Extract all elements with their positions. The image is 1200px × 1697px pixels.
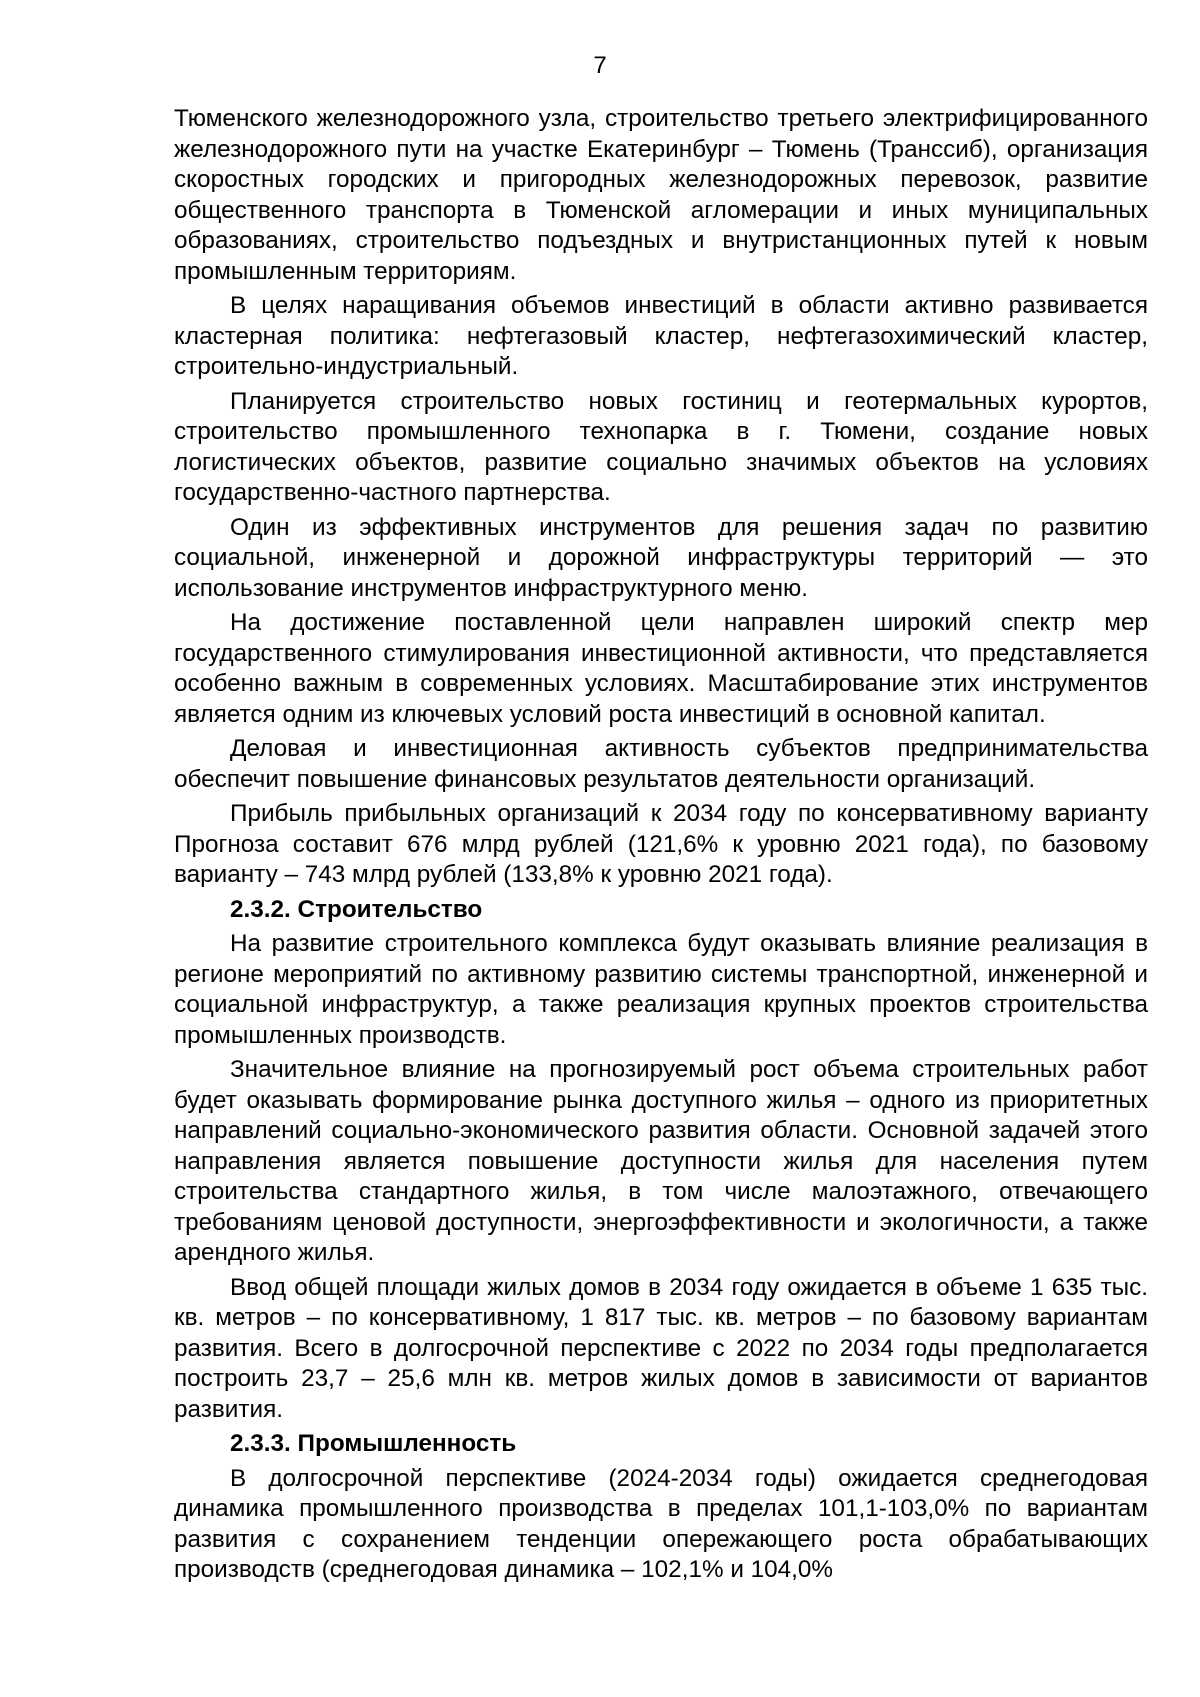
body-paragraph: Ввод общей площади жилых домов в 2034 году ожидается в объеме 1 635 тыс. кв. метров – по консервативному, 1 817 тыс. кв. метров – по базовому вариантам развития. Всего в долгосрочной перспективе с 2022 по 2034 годы предполагается построить 23,7 – 25,6 млн кв. метров жилых домов в зависимости от вариантов развития. — [174, 1273, 1148, 1423]
body-paragraph: В долгосрочной перспективе (2024-2034 годы) ожидается среднегодовая динамика промышленного производства в пределах 101,1-103,0% по вариантам развития с сохранением тенденции опережающего роста обрабатывающих производств (среднегодовая динамика – 102,1% и 104,0% — [174, 1464, 1148, 1583]
page-number: 7 — [593, 52, 607, 79]
body-paragraph: Тюменского железнодорожного узла, строительство третьего электрифицированного железнодорожного пути на участке Екатеринбург – Тюмень (Транссиб), организация скоростных городских и пригородных железнодорожных перевозок, развитие общественного транспорта в Тюменской агломерации и иных муниципальных образованиях, строительство подъездных и внутристанционных путей к новым промышленным территориям. — [174, 105, 1148, 285]
body-paragraph: Планируется строительство новых гостиниц и геотермальных курортов, строительство промышленного технопарка в г. Тюмени, создание новых логистических объектов, развитие социально значимых объектов на условиях государственно-частного партнерства. — [174, 387, 1148, 506]
body-paragraph: Прибыль прибыльных организаций к 2034 году по консервативному варианту Прогноза составит 676 млрд рублей (121,6% к уровню 2021 года), по базовому варианту – 743 млрд рублей (133,8% к уровню 2021 года). — [174, 800, 1148, 888]
body-paragraph: На достижение поставленной цели направлен широкий спектр мер государственного стимулирования инвестиционной активности, что представляется особенно важным в современных условиях. Масштабирование этих инструментов является одним из ключевых условий роста инвестиций в основной капитал. — [174, 609, 1148, 728]
body-paragraph: Деловая и инвестиционная активность субъектов предпринимательства обеспечит повышение финансовых результатов деятельности организаций. — [174, 735, 1148, 793]
body-paragraph: В целях наращивания объемов инвестиций в области активно развивается кластерная политика: нефтегазовый кластер, нефтегазохимический кластер, строительно-индустриальный. — [174, 292, 1148, 380]
body-paragraph: На развитие строительного комплекса будут оказывать влияние реализация в регионе мероприятий по активному развитию системы транспортной, инженерной и социальной инфраструктур, а также реализация крупных проектов строительства промышленных производств. — [174, 930, 1148, 1049]
section-heading: 2.3.2. Строительство — [230, 895, 483, 923]
section-heading: 2.3.3. Промышленность — [230, 1430, 517, 1457]
page-body — [174, 104, 1148, 1590]
body-paragraph: Один из эффективных инструментов для решения задач по развитию социальной, инженерной и дорожной инфраструктуры территорий — это использование инструментов инфраструктурного меню. — [174, 513, 1148, 602]
body-paragraph: Значительное влияние на прогнозируемый рост объема строительных работ будет оказывать формирование рынка доступного жилья – одного из приоритетных направлений социально-экономического развития области. Основной задачей этого направления является повышение доступности жилья для населения путем строительства стандартного жилья, в том числе малоэтажного, отвечающего требованиям ценовой доступности, энергоэффективности и экологичности, а также арендного жилья. — [174, 1056, 1148, 1266]
